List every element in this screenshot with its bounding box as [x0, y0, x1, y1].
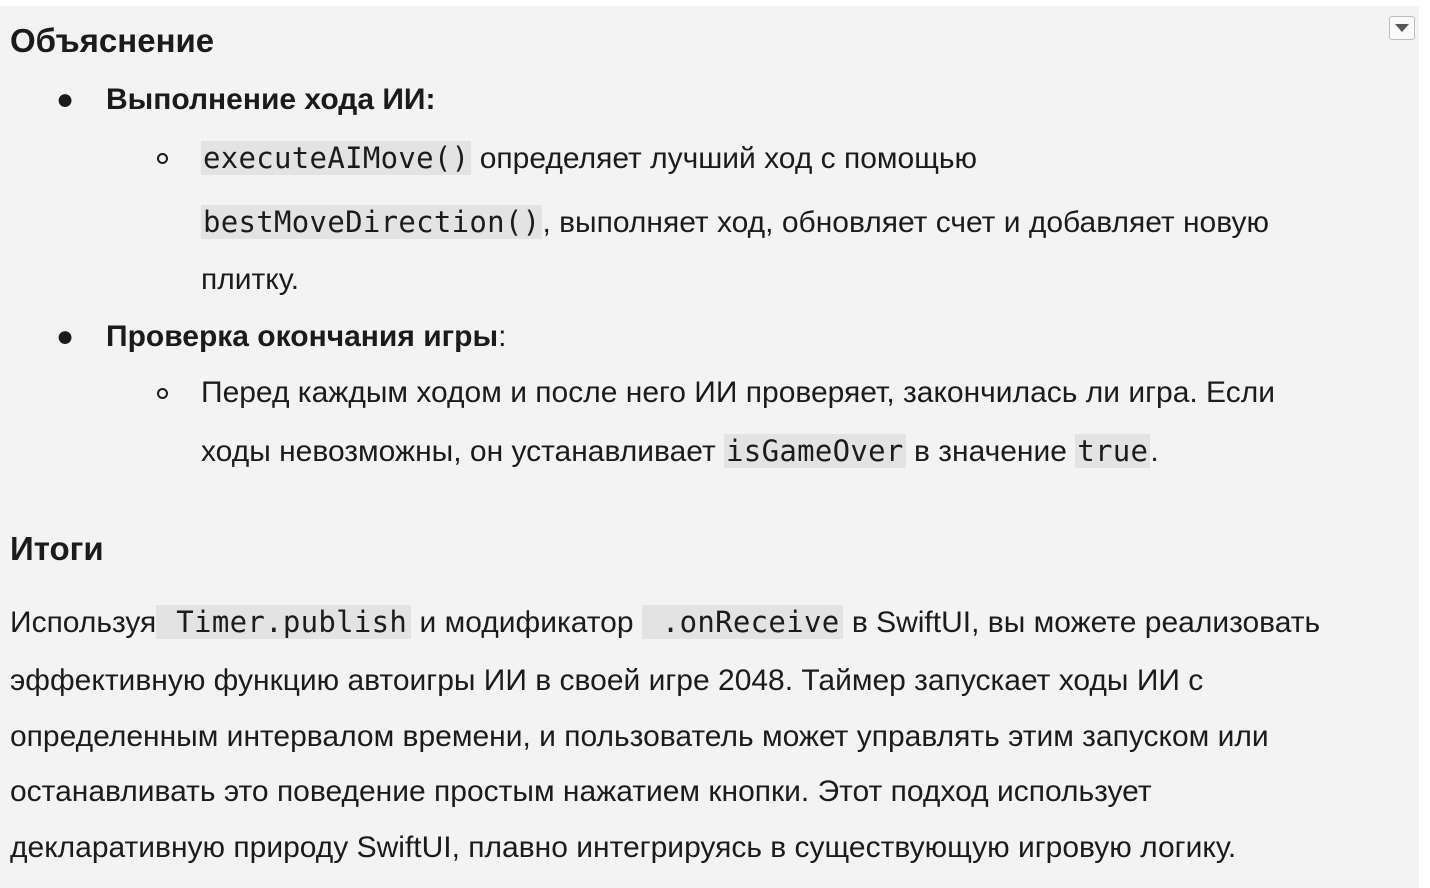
- text-span: в SwiftUI, вы можете реализовать: [843, 606, 1321, 639]
- list-item-game-over-title: [106, 319, 506, 355]
- text-span: ходы невозможны, он устанавливает: [201, 435, 725, 468]
- list-item-ai-move-title: Выполнение хода ИИ:: [106, 83, 436, 116]
- bullet-disc: ●: [56, 83, 75, 116]
- text-span: .: [1150, 435, 1159, 468]
- summary-line-4: останавливать это поведение простым нажатием кнопки. Этот подход использует: [10, 775, 1152, 808]
- code-is-game-over: isGameOver: [726, 434, 904, 468]
- collapse-button[interactable]: [1389, 16, 1415, 40]
- section-heading-explanation: Объяснение: [10, 22, 215, 59]
- code-timer-publish: Timer.publish: [156, 605, 411, 639]
- text-span: и модификатор: [411, 606, 642, 639]
- chevron-down-icon: [1395, 24, 1409, 32]
- sub-item-line-2: [201, 204, 1269, 241]
- text-span: в значение: [905, 435, 1076, 468]
- colon: :: [498, 320, 507, 353]
- sub-bullet-circle: [157, 388, 168, 399]
- code-true: true: [1077, 434, 1149, 468]
- code-best-move-direction: bestMoveDirection(): [203, 205, 541, 239]
- sub-item-line-3: плитку.: [201, 263, 300, 296]
- sub-item-line-1: [201, 140, 977, 177]
- code-execute-ai-move: executeAIMove(): [203, 141, 470, 175]
- section-heading-summary: Итоги: [10, 530, 104, 567]
- bullet-disc: ●: [56, 320, 75, 353]
- response-panel: [0, 6, 1419, 888]
- code-on-receive: .onReceive: [642, 605, 844, 639]
- text-span: определяет лучший ход с помощью: [471, 142, 978, 175]
- sub-item-line-5: [201, 433, 1159, 470]
- summary-line-2: эффективную функцию автоигры ИИ в своей игре 2048. Таймер запускает ходы ИИ с: [10, 664, 1204, 697]
- text-span: Используя: [10, 606, 157, 639]
- text-span: , выполняет ход, обновляет счет и добавляет новую: [542, 206, 1270, 239]
- summary-line-1: [10, 604, 1320, 641]
- bold-title: Проверка окончания игры: [106, 320, 499, 353]
- sub-bullet-circle: [157, 153, 168, 164]
- summary-line-3: определенным интервалом времени, и пользователь может управлять этим запуском или: [10, 720, 1269, 753]
- summary-line-5: декларативную природу SwiftUI, плавно интегрируясь в существующую игровую логику.: [10, 831, 1237, 864]
- sub-item-line-4: Перед каждым ходом и после него ИИ проверяет, закончилась ли игра. Если: [201, 376, 1275, 409]
